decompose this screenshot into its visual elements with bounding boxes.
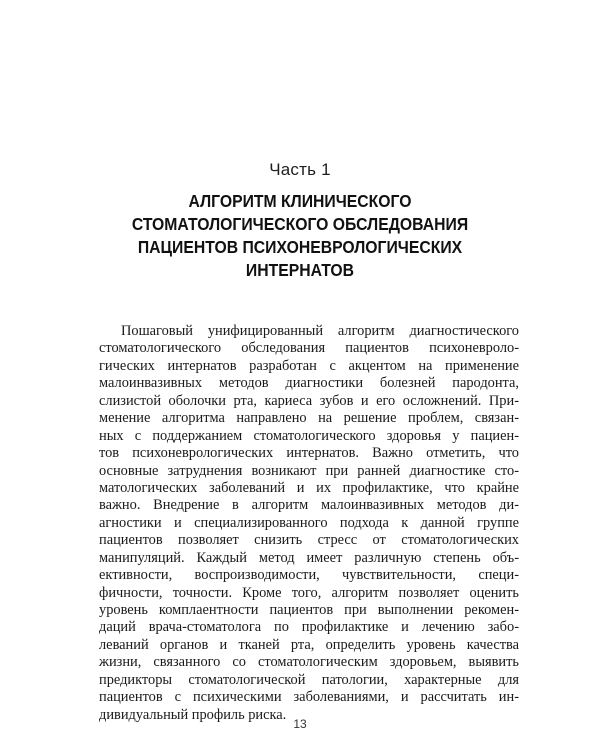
paragraph-line: ных с поддержанием стоматологического здоровья у пациен- — [99, 427, 519, 444]
paragraph-line: пациентов позволяет снизить стресс от стоматологических — [99, 532, 519, 549]
paragraph-line: ективности, воспроизводимости, чувствительности, специ- — [99, 567, 519, 584]
paragraph-line: уровень комплаентности пациентов при выполнении рекомен- — [99, 602, 519, 618]
paragraph-line: важно. Внедрение в алгоритм малоинвазивных методов ди- — [99, 497, 519, 514]
paragraph-line: агностики и специализированного подхода к данной группе — [99, 514, 519, 531]
body-paragraph — [99, 323, 519, 724]
paragraph-line: матологических заболеваний и их профилактике, что крайне — [99, 479, 519, 496]
paragraph-line: леваний органов и тканей рта, определить уровень качества — [99, 636, 519, 653]
paragraph-line: слизистой оболочки рта, кариеса зубов и его осложнений. При- — [99, 392, 519, 409]
paragraph-line: фичности, точности. Кроме того, алгоритм позволяет оценить — [99, 584, 519, 601]
part-label: Часть 1 — [269, 160, 331, 179]
paragraph-line: стоматологического обследования пациентов психоневроло- — [99, 340, 519, 357]
paragraph-line: гических интернатов разработан с акцентом на применение — [99, 357, 519, 374]
page-number: 13 — [293, 717, 307, 731]
paragraph-line: Пошаговый унифицированный алгоритм диагностического — [121, 323, 519, 339]
chapter-title-line: ПАЦИЕНТОВ ПСИХОНЕВРОЛОГИЧЕСКИХ — [137, 237, 463, 257]
chapter-title — [120, 190, 480, 282]
paragraph-line: жизни, связанного со стоматологическим здоровьем, выявить — [99, 654, 519, 671]
paragraph-line: предикторы стоматологической патологии, характерные для — [99, 671, 519, 688]
paragraph-line: тов психоневрологических интернатов. Важно отметить, что — [99, 445, 519, 462]
chapter-title-line: ИНТЕРНАТОВ — [245, 260, 355, 280]
paragraph-line: менение алгоритма направлено на решение проблем, связан- — [99, 410, 519, 427]
paragraph-line: манипуляций. Каждый метод имеет различную степень объ- — [99, 549, 519, 566]
paragraph-line: малоинвазивных методов диагностики болезней пародонта, — [99, 375, 519, 392]
paragraph-line: пациентов с психическими заболеваниями, и рассчитать ин- — [99, 689, 519, 706]
paragraph-line: основные затруднения возникают при ранней диагностике сто- — [99, 462, 519, 479]
paragraph-line: даций врача-стоматолога по профилактике и лечению забо- — [99, 619, 519, 636]
paragraph-line: дивидуальный профиль риска. — [99, 706, 287, 723]
chapter-title-line: АЛГОРИТМ КЛИНИЧЕСКОГО — [188, 191, 412, 211]
chapter-title-line: СТОМАТОЛОГИЧЕСКОГО ОБСЛЕДОВАНИЯ — [131, 214, 469, 234]
